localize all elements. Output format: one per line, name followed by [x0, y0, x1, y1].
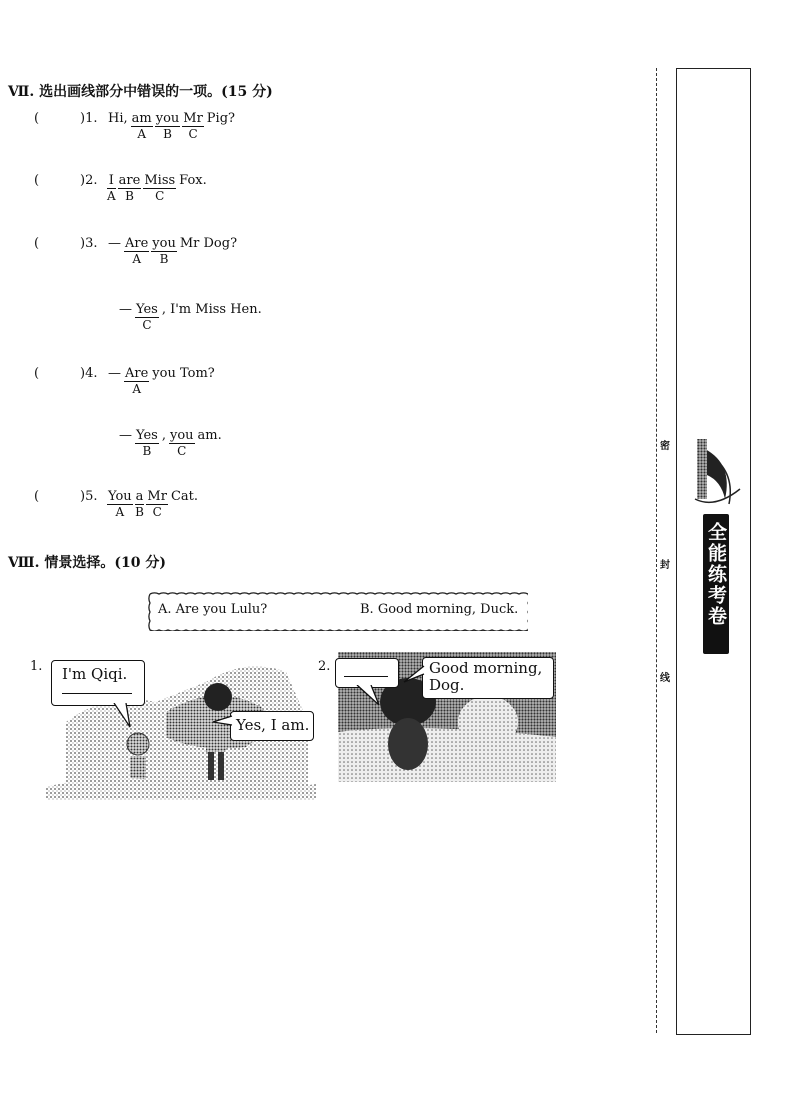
sentence-text: — [108, 236, 121, 251]
question-line [106, 366, 217, 397]
option-text: I [108, 173, 114, 188]
sentence-text: — [119, 302, 132, 317]
answer-paren[interactable]: ( [34, 111, 40, 126]
choice-box [146, 589, 528, 631]
answer-paren[interactable]: ( [34, 236, 40, 251]
sentence-text: Mr Dog? [179, 236, 238, 251]
option-text: Are [125, 366, 149, 381]
option-text: Yes [136, 428, 158, 443]
answer-paren[interactable]: ( [34, 173, 40, 188]
underlined-option [131, 111, 153, 142]
question-line [106, 173, 209, 204]
question-number: )5. [80, 489, 98, 504]
underlined-option [182, 111, 204, 142]
brand-banner [703, 514, 729, 654]
question-line [106, 236, 239, 267]
sentence-text: — [119, 428, 132, 443]
question-number: )4. [80, 366, 98, 381]
section-7-title: Ⅶ. 选出画线部分中错误的一项。(15 分) [8, 84, 273, 100]
option-letter: B [142, 444, 152, 458]
option-text: Yes [136, 302, 158, 317]
question-number: )3. [80, 236, 98, 251]
underlined-option [146, 489, 168, 520]
pic2-bubble-right-tail [402, 664, 426, 684]
underlined-option [124, 236, 149, 267]
pic2-bubble-left [335, 658, 399, 688]
option-text: Mr [147, 489, 167, 504]
option-letter: C [177, 444, 187, 458]
option-text: Miss [144, 173, 176, 188]
pic2-bubble-right-line1: Good morning, [429, 659, 543, 677]
sidebar-panel [676, 68, 751, 1035]
pic1-number: 1. [30, 659, 43, 674]
pic2-bubble-right-line2: Dog. [429, 676, 465, 694]
option-text: You [108, 489, 132, 504]
underlined-option [107, 173, 116, 204]
option-letter: B [163, 127, 172, 141]
pic2-bubble-right [422, 657, 554, 699]
option-text: you [155, 111, 180, 126]
question-line [106, 489, 200, 520]
option-letter: C [142, 318, 152, 332]
option-letter: B [125, 189, 134, 203]
question-line [117, 302, 264, 333]
answer-blank [344, 676, 388, 677]
option-text: Mr [183, 111, 203, 126]
option-letter: A [137, 127, 147, 141]
binding-char-line: 线 [660, 673, 670, 684]
pic1-bubble-left-tail [112, 703, 136, 729]
pic1-bubble-left-text: I'm Qiqi. [62, 665, 128, 683]
option-text: you [169, 428, 194, 443]
binding-dashed-line [656, 68, 657, 1033]
sentence-text: Cat. [170, 489, 199, 504]
choice-b: B. Good morning, Duck. [360, 602, 519, 617]
option-letter: A [115, 505, 125, 519]
pic1-bubble-right-tail [212, 714, 234, 728]
brand-title: 全能练考卷 [705, 522, 727, 627]
sentence-text: am. [197, 428, 222, 443]
answer-blank [62, 693, 132, 694]
sentence-text: you Tom? [152, 366, 215, 381]
option-text: you [152, 236, 176, 251]
sentence-text: Fox. [179, 173, 207, 188]
option-text: a [135, 489, 144, 504]
underlined-option [151, 236, 177, 267]
answer-paren[interactable]: ( [34, 366, 40, 381]
pic2-bubble-left-tail [355, 685, 383, 707]
underlined-option [169, 428, 195, 459]
option-text: are [118, 173, 141, 188]
answer-paren[interactable]: ( [34, 489, 40, 504]
option-letter: A [132, 382, 141, 396]
option-letter: A [132, 252, 141, 266]
underlined-option [124, 366, 149, 397]
option-text: am [131, 111, 152, 126]
question-number: )1. [80, 111, 98, 126]
option-text: Are [125, 236, 149, 251]
pic1-bubble-left [51, 660, 145, 706]
sentence-text: Pig? [206, 111, 235, 126]
underlined-option [155, 111, 181, 142]
underlined-option [118, 173, 142, 204]
underlined-option [143, 173, 176, 204]
question-number: )2. [80, 173, 98, 188]
option-letter: C [188, 127, 198, 141]
pic2-number: 2. [318, 659, 331, 674]
option-letter: B [159, 252, 169, 266]
underlined-option [135, 302, 159, 333]
pic1-bubble-right [230, 711, 314, 741]
choice-a: A. Are you Lulu? [158, 602, 268, 617]
underlined-option [135, 428, 159, 459]
binding-char-seal: 密 [660, 441, 670, 452]
question-line [117, 428, 224, 459]
sentence-text: , [161, 428, 166, 443]
underlined-option [135, 489, 145, 520]
option-letter: C [152, 505, 162, 519]
option-letter: A [107, 189, 116, 203]
sentence-text: , I'm Miss Hen. [161, 302, 262, 317]
sentence-text: — [108, 366, 121, 381]
section-8-title: Ⅷ. 情景选择。(10 分) [8, 555, 166, 571]
binding-char-close: 封 [660, 560, 670, 571]
sentence-text: Hi, [108, 111, 128, 126]
pic1-bubble-right-text: Yes, I am. [236, 716, 310, 734]
underlined-option [107, 489, 133, 520]
option-letter: C [155, 189, 165, 203]
option-letter: B [135, 505, 144, 519]
question-line [106, 111, 237, 142]
